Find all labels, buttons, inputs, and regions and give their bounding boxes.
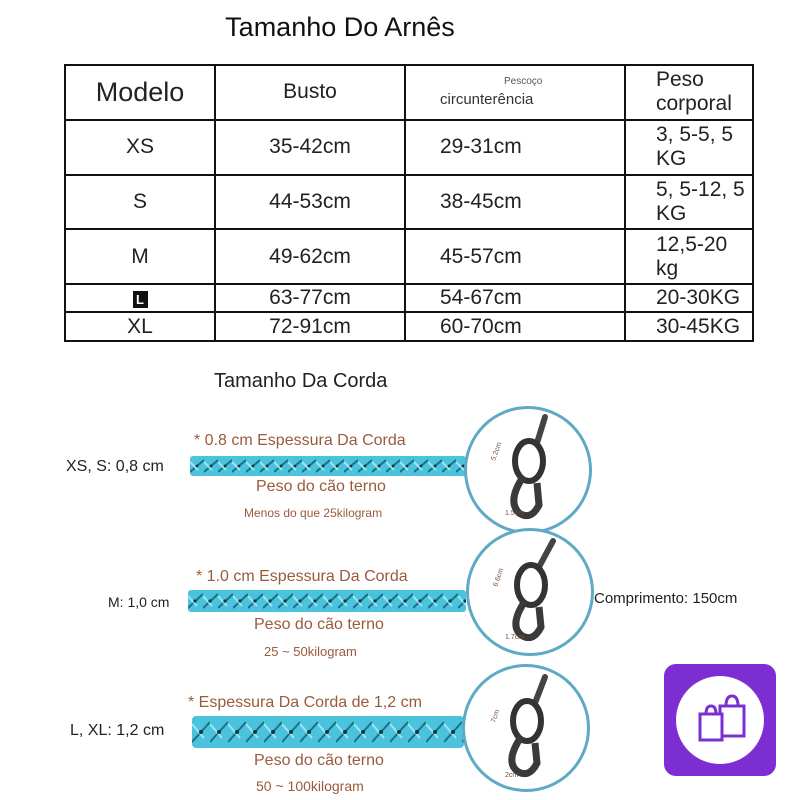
dog-weight-range: 25 ~ 50kilogram xyxy=(264,644,357,659)
header-model: Modelo xyxy=(65,65,215,120)
rope-size-label: M: 1,0 cm xyxy=(108,594,170,610)
shopping-bag-button[interactable] xyxy=(664,664,776,776)
row-model: M xyxy=(65,229,215,284)
row-model: XL xyxy=(65,312,215,341)
hook-dim-width: 1.7cm xyxy=(505,634,525,641)
row-neck: 54-67cm xyxy=(405,284,625,312)
hook-dim-width: 2cm xyxy=(505,772,519,779)
dog-weight-title: Peso do cão terno xyxy=(254,752,384,769)
hook-dim-length: 5.2cm xyxy=(490,441,504,462)
header-neck-small: Pescoço xyxy=(504,76,543,88)
row-bust: 63-77cm xyxy=(215,284,405,312)
hook-detail-3 xyxy=(462,664,590,792)
snap-hook-icon xyxy=(467,409,589,531)
table-header-row xyxy=(65,65,753,120)
rope-sample-2 xyxy=(188,590,466,612)
row-neck: 60-70cm xyxy=(405,312,625,341)
rope-sample-1 xyxy=(190,456,466,476)
rope-size-label: XS, S: 0,8 cm xyxy=(66,458,164,475)
row-bust: 72-91cm xyxy=(215,312,405,341)
header-neck xyxy=(405,65,625,120)
row-model: S xyxy=(65,175,215,230)
rope-size-label: L, XL: 1,2 cm xyxy=(70,722,165,739)
header-weight: Peso corporal xyxy=(625,65,753,120)
table-row xyxy=(65,120,753,175)
dog-weight-title: Peso do cão terno xyxy=(256,478,386,495)
harness-size-table xyxy=(64,64,754,342)
rope-size-title: Tamanho Da Corda xyxy=(214,370,388,392)
hook-dim-length: 7cm xyxy=(490,708,502,724)
table-row xyxy=(65,229,753,284)
row-neck: 29-31cm xyxy=(405,120,625,175)
table-row xyxy=(65,312,753,341)
snap-hook-icon xyxy=(465,667,587,789)
header-bust: Busto xyxy=(215,65,405,120)
hook-dim-length: 6.6cm xyxy=(492,567,506,588)
row-model xyxy=(65,284,215,312)
hook-detail-1 xyxy=(464,406,592,534)
dog-weight-title: Peso do cão terno xyxy=(254,616,384,633)
rope-sample-3 xyxy=(192,716,464,748)
rope-thickness-text: * 0.8 cm Espessura Da Corda xyxy=(194,432,406,449)
row-bust: 49-62cm xyxy=(215,229,405,284)
leash-length: Comprimento: 150cm xyxy=(594,590,738,607)
dog-weight-range: Menos do que 25kilogram xyxy=(244,506,383,520)
row-bust: 35-42cm xyxy=(215,120,405,175)
snap-hook-icon xyxy=(469,531,591,653)
table-row xyxy=(65,175,753,230)
row-bust: 44-53cm xyxy=(215,175,405,230)
row-weight: 5, 5-12, 5 KG xyxy=(625,175,753,230)
rope-thickness-text: * 1.0 cm Espessura Da Corda xyxy=(196,568,408,585)
header-neck-main: circunterência xyxy=(440,91,534,109)
dog-weight-range: 50 ~ 100kilogram xyxy=(256,778,364,794)
shopping-bag-icon xyxy=(676,676,764,764)
row-model-badge: L xyxy=(133,291,148,308)
rope-thickness-text: * Espessura Da Corda de 1,2 cm xyxy=(188,694,422,711)
table-row xyxy=(65,284,753,312)
harness-size-title: Tamanho Do Arnês xyxy=(225,12,455,42)
row-weight: 3, 5-5, 5 KG xyxy=(625,120,753,175)
hook-dim-width: 1.5cm xyxy=(505,510,525,517)
row-model: XS xyxy=(65,120,215,175)
row-neck: 45-57cm xyxy=(405,229,625,284)
row-neck: 38-45cm xyxy=(405,175,625,230)
row-weight: 20-30KG xyxy=(625,284,753,312)
row-weight: 12,5-20 kg xyxy=(625,229,753,284)
shopping-bag-circle xyxy=(676,676,764,764)
hook-detail-2 xyxy=(466,528,594,656)
row-weight: 30-45KG xyxy=(625,312,753,341)
